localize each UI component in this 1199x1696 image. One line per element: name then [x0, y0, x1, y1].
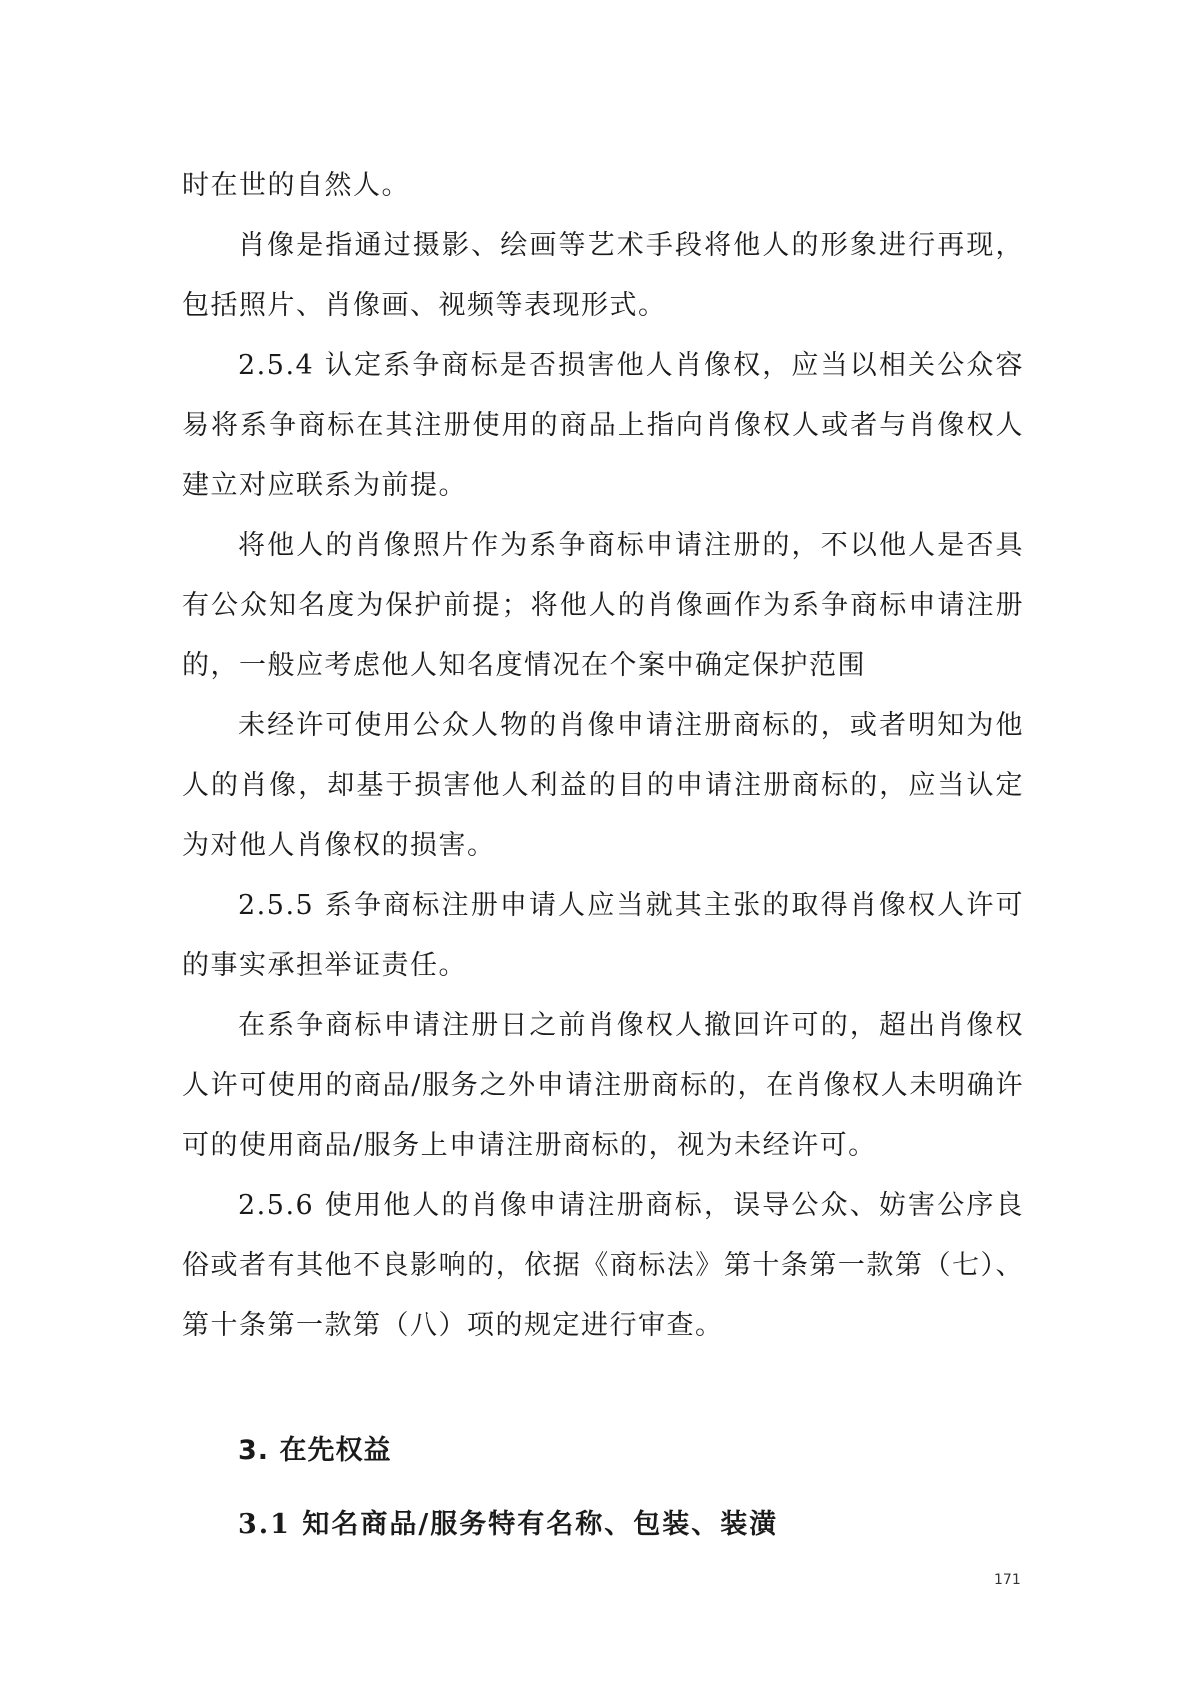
- subsection-heading: 3.1 知名商品/服务特有名称、包装、装潢: [238, 1509, 779, 1540]
- paragraph-portrait-photo: 将他人的肖像照片作为系争商标申请注册的，不以他人是否具有公众知名度为保护前提；将他人的肖像画作为系争商标申请注册的，一般应考虑他人知名度情况在个案中确定保护范围: [182, 530, 1024, 681]
- section-heading: 3. 在先权益: [238, 1435, 392, 1466]
- paragraph-portrait-definition: 肖像是指通过摄影、绘画等艺术手段将他人的形象进行再现，包括照片、肖像画、视频等表现形式。: [182, 230, 1024, 321]
- page-number: 171: [994, 1572, 1021, 1588]
- paragraph-withdraw-permission: 在系争商标申请注册日之前肖像权人撤回许可的，超出肖像权人许可使用的商品/服务之外申请注册商标的，在肖像权人未明确许可的使用商品/服务上申请注册商标的，视为未经许可。: [182, 1010, 1024, 1161]
- paragraph-unauthorized-use: 未经许可使用公众人物的肖像申请注册商标的，或者明知为他人的肖像，却基于损害他人利益的目的申请注册商标的，应当认定为对他人肖像权的损害。: [182, 710, 1024, 861]
- body-text: [182, 156, 1024, 1356]
- paragraph-2-5-6: 2.5.6 使用他人的肖像申请注册商标，误导公众、妨害公序良俗或者有其他不良影响的，依据《商标法》第十条第一款第（七）、第十条第一款第（八）项的规定进行审查。: [182, 1190, 1024, 1341]
- paragraph-2-5-4: 2.5.4 认定系争商标是否损害他人肖像权，应当以相关公众容易将系争商标在其注册使用的商品上指向肖像权人或者与肖像权人建立对应联系为前提。: [182, 350, 1024, 501]
- paragraph-continuation: 时在世的自然人。: [182, 170, 410, 201]
- paragraph-2-5-5: 2.5.5 系争商标注册申请人应当就其主张的取得肖像权人许可的事实承担举证责任。: [182, 890, 1024, 981]
